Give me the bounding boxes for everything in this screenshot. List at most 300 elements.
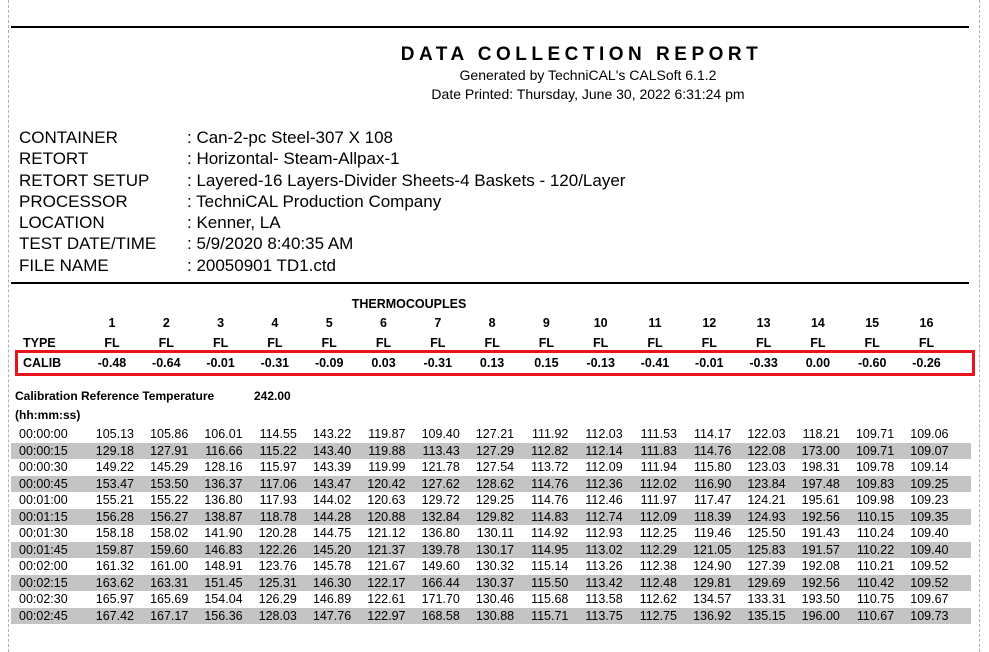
temperature-cell: 114.55	[259, 427, 297, 441]
thermocouple-type: FL	[864, 336, 880, 350]
temperature-cell: 124.93	[747, 509, 786, 524]
temperature-cell: 143.47	[312, 476, 352, 491]
thermocouple-type: FL	[918, 336, 935, 350]
temperature-cell: 115.80	[693, 460, 732, 474]
temperature-cell: 117.06	[259, 476, 297, 491]
temperature-cell: 163.31	[150, 575, 189, 590]
temperature-cell: 109.52	[910, 559, 949, 573]
temperature-cell: 125.50	[747, 526, 786, 540]
temperature-cell: 125.31	[258, 575, 297, 590]
thermocouple-type: FL	[484, 336, 500, 350]
temperature-cell: 159.87	[95, 542, 134, 557]
calibration-reference-value: 242.00	[254, 389, 291, 403]
temperature-cell: 111.92	[532, 427, 569, 441]
thermocouple-type: FL	[593, 336, 609, 350]
temperature-cell: 125.83	[747, 542, 786, 557]
temperature-cell: 114.76	[531, 476, 569, 491]
calib-value: -0.01	[206, 356, 235, 370]
calib-value: -0.01	[695, 356, 724, 370]
temperature-cell: 136.80	[421, 526, 460, 540]
temperature-cell: 129.18	[95, 443, 134, 458]
thermocouple-number: 10	[593, 316, 608, 330]
temperature-cell: 109.06	[910, 427, 949, 441]
temperature-cell: 111.53	[640, 427, 677, 441]
temperature-cell: 155.22	[150, 493, 189, 507]
info-value: : Layered-16 Layers-Divider Sheets-4 Baskets - 120/Layer	[187, 170, 626, 190]
temperature-cell: 112.09	[639, 509, 677, 524]
temperature-cell: 113.43	[422, 443, 460, 458]
elapsed-time: 00:01:30	[19, 526, 68, 540]
elapsed-time: 00:01:00	[19, 493, 68, 507]
temperature-cell: 112.75	[639, 608, 677, 623]
info-value: : Horizontal- Steam-Allpax-1	[187, 149, 400, 169]
temperature-cell: 133.31	[747, 592, 786, 606]
temperature-cell: 122.03	[747, 427, 786, 441]
temperature-cell: 156.36	[204, 608, 243, 623]
temperature-cell: 143.22	[312, 427, 352, 441]
table-row	[11, 492, 971, 509]
calibration-reference-label: Calibration Reference Temperature	[15, 389, 215, 403]
temperature-cell: 173.00	[801, 443, 840, 458]
thermocouple-type: FL	[158, 336, 174, 350]
section-rule	[11, 282, 969, 284]
temperature-cell: 156.28	[95, 509, 134, 524]
elapsed-time: 00:00:00	[19, 427, 68, 441]
temperature-cell: 109.71	[855, 443, 895, 458]
temperature-cell: 127.62	[421, 476, 460, 491]
temperature-cell: 158.18	[95, 526, 134, 540]
table-row	[11, 426, 971, 443]
temperature-cell: 115.22	[259, 443, 297, 458]
temperature-cell: 153.50	[150, 476, 189, 491]
temperature-cell: 148.91	[204, 559, 243, 573]
temperature-cell: 138.87	[204, 509, 243, 524]
temperature-cell: 144.75	[312, 526, 352, 540]
temperature-cell: 111.97	[640, 493, 677, 507]
info-value: : TechniCAL Production Company	[187, 191, 442, 211]
info-row	[19, 127, 625, 148]
temperature-cell: 193.50	[801, 592, 840, 606]
generated-by: Generated by TechniCAL's CALSoft 6.1.2	[459, 67, 717, 83]
temperature-cell: 120.28	[258, 526, 297, 540]
calib-row	[9, 356, 979, 373]
table-row	[11, 575, 971, 592]
temperature-cell: 145.78	[312, 559, 352, 573]
temperature-cell: 146.83	[204, 542, 243, 557]
thermocouple-number-row	[9, 316, 979, 333]
info-label: RETORT	[19, 149, 89, 169]
temperature-cell: 122.08	[747, 443, 786, 458]
calib-value: -0.31	[260, 356, 290, 370]
calib-value: -0.33	[749, 356, 778, 370]
temperature-cell: 155.21	[95, 493, 134, 507]
table-row	[11, 542, 971, 559]
temperature-cell: 129.82	[475, 509, 515, 524]
temperature-cell: 118.78	[259, 509, 297, 524]
temperature-cell: 121.67	[367, 559, 406, 573]
temperature-cell: 114.83	[531, 509, 569, 524]
temperature-cell: 129.69	[747, 575, 786, 590]
thermocouple-number: 6	[380, 316, 387, 330]
temperature-cell: 110.15	[856, 509, 895, 524]
temperature-cell: 119.87	[368, 427, 406, 441]
temperature-cell: 118.21	[802, 427, 840, 441]
temperature-cell: 109.71	[855, 427, 895, 441]
report-header	[9, 44, 979, 104]
thermocouple-number: 3	[217, 316, 225, 330]
elapsed-time: 00:02:30	[19, 592, 68, 606]
temperature-cell: 146.89	[312, 592, 352, 606]
temperature-cell: 130.32	[475, 559, 515, 573]
temperature-cell: 115.68	[531, 592, 569, 606]
temperature-cell: 127.91	[150, 443, 189, 458]
temperature-cell: 139.78	[421, 542, 460, 557]
temperature-cell: 110.21	[856, 559, 895, 573]
temperature-cell: 196.00	[801, 608, 840, 623]
temperature-cell: 109.23	[910, 493, 949, 507]
temperature-cell: 153.47	[95, 476, 134, 491]
thermocouple-type: FL	[701, 336, 717, 350]
calib-value: 0.13	[479, 356, 505, 370]
thermocouple-number: 14	[810, 316, 825, 330]
temperature-cell: 112.74	[585, 509, 623, 524]
temperature-cell: 112.46	[585, 493, 623, 507]
temperature-cell: 121.05	[693, 542, 732, 557]
temperature-cell: 114.76	[693, 443, 732, 458]
info-row	[19, 148, 625, 169]
temperature-cell: 113.02	[585, 542, 623, 557]
temperature-cell: 127.39	[747, 559, 786, 573]
temperature-cell: 141.90	[204, 526, 243, 540]
temperature-cell: 112.09	[585, 460, 623, 474]
info-label: LOCATION	[19, 213, 105, 233]
temperature-cell: 111.83	[640, 443, 677, 458]
temperature-cell: 105.86	[150, 427, 189, 441]
elapsed-time: 00:02:45	[19, 608, 68, 623]
temperature-cell: 165.69	[150, 592, 189, 606]
temperature-cell: 112.36	[585, 476, 623, 491]
temperature-cell: 161.00	[150, 559, 189, 573]
temperature-cell: 109.40	[421, 427, 460, 441]
temperature-cell: 149.60	[421, 559, 460, 573]
temperature-cell: 109.78	[855, 460, 895, 474]
elapsed-time: 00:01:45	[19, 542, 68, 557]
table-row	[11, 459, 971, 476]
temperature-cell: 110.67	[856, 608, 895, 623]
temperature-cell: 109.40	[910, 526, 949, 540]
thermocouple-number: 5	[325, 316, 333, 330]
date-printed: Date Printed: Thursday, June 30, 2022 6:31:24 pm	[431, 86, 745, 102]
temperature-cell: 119.88	[368, 443, 406, 458]
calib-label: CALIB	[23, 356, 62, 370]
temperature-cell: 159.60	[150, 542, 189, 557]
elapsed-time: 00:00:15	[19, 443, 68, 458]
temperature-cell: 116.90	[693, 476, 732, 491]
temperature-cell: 130.11	[476, 526, 515, 540]
temperature-cell: 114.17	[693, 427, 732, 441]
temperature-cell: 112.25	[639, 526, 677, 540]
thermocouple-number: 2	[162, 316, 170, 330]
info-row	[19, 191, 625, 212]
thermocouple-type: FL	[267, 336, 283, 350]
calib-value: -0.09	[314, 356, 344, 370]
temperature-cell: 192.56	[801, 509, 840, 524]
temperature-cell: 147.76	[312, 608, 352, 623]
temperature-cell: 122.26	[258, 542, 297, 557]
temperature-cell: 124.90	[693, 559, 732, 573]
temperature-cell: 106.01	[204, 427, 243, 441]
calib-value: -0.31	[423, 356, 453, 370]
temperature-cell: 120.42	[367, 476, 406, 491]
temperature-cell: 161.32	[95, 559, 134, 573]
temperature-cell: 127.54	[475, 460, 515, 474]
temperature-cell: 136.80	[204, 493, 243, 507]
info-label: TEST DATE/TIME	[19, 234, 157, 254]
info-label: CONTAINER	[19, 128, 118, 147]
temperature-cell: 158.02	[150, 526, 189, 540]
temperature-cell: 112.03	[585, 427, 623, 441]
temperature-cell: 143.40	[312, 443, 352, 458]
temperature-cell: 113.72	[531, 460, 569, 474]
thermocouple-number: 12	[702, 316, 717, 330]
temperature-cell: 113.58	[585, 592, 623, 606]
calib-value: 0.03	[371, 356, 396, 370]
temperature-cell: 195.61	[801, 493, 840, 507]
temperature-cell: 130.17	[475, 542, 515, 557]
table-row	[11, 558, 971, 575]
temperature-cell: 145.29	[150, 460, 189, 474]
temperature-cell: 119.46	[693, 526, 732, 540]
temperature-cell: 112.82	[531, 443, 569, 458]
temperature-cell: 135.15	[747, 608, 786, 623]
temperature-cell: 120.88	[367, 509, 406, 524]
temperature-cell: 105.13	[95, 427, 134, 441]
thermocouple-number: 15	[865, 316, 880, 330]
temperature-cell: 117.47	[693, 493, 732, 507]
elapsed-time: 00:02:00	[19, 559, 68, 573]
temperature-cell: 112.62	[639, 592, 677, 606]
table-row	[11, 525, 971, 542]
temperature-cell: 113.26	[585, 559, 623, 573]
thermocouple-number: 13	[756, 316, 771, 330]
temperature-cell: 132.84	[421, 509, 460, 524]
temperature-cell: 130.37	[475, 575, 515, 590]
temperature-cell: 115.50	[531, 575, 569, 590]
temperature-cell: 110.42	[856, 575, 895, 590]
temperature-cell: 123.03	[747, 460, 786, 474]
temperature-cell: 166.44	[421, 575, 460, 590]
temperature-cell: 112.38	[639, 559, 677, 573]
calib-value: -0.48	[97, 356, 127, 370]
temperature-cell: 109.67	[910, 592, 949, 606]
info-label: PROCESSOR	[19, 191, 128, 211]
temperature-cell: 167.42	[95, 608, 134, 623]
thermocouple-type: FL	[538, 336, 555, 350]
info-value: : Can-2-pc Steel-307 X 108	[187, 128, 394, 147]
temperature-cell: 123.76	[258, 559, 297, 573]
temperature-cell: 112.14	[585, 443, 623, 458]
thermocouple-type: FL	[810, 336, 826, 350]
elapsed-time: 00:02:15	[19, 575, 68, 590]
temperature-cell: 113.75	[585, 608, 623, 623]
temperature-cell: 122.97	[367, 608, 406, 623]
thermocouple-type: FL	[430, 336, 446, 350]
thermocouple-number: 11	[648, 316, 662, 330]
temperature-cell: 123.84	[747, 476, 786, 491]
time-unit-label: (hh:mm:ss)	[15, 408, 81, 422]
calib-value: 0.00	[805, 356, 831, 370]
temperature-cell: 130.88	[475, 608, 515, 623]
thermocouple-type: FL	[104, 336, 120, 350]
table-row	[11, 443, 971, 460]
temperature-cell: 163.62	[95, 575, 134, 590]
thermocouple-number: 1	[108, 316, 116, 330]
table-row	[11, 591, 971, 608]
temperature-cell: 171.70	[421, 592, 460, 606]
thermocouple-number: 16	[919, 316, 934, 330]
temperature-cell: 165.97	[95, 592, 134, 606]
temperature-cell: 121.37	[367, 542, 406, 557]
temperature-cell: 109.52	[910, 575, 949, 590]
calib-value: -0.41	[640, 356, 670, 370]
temperature-cell: 146.30	[312, 575, 352, 590]
thermocouple-type: FL	[321, 336, 337, 350]
elapsed-time: 00:00:45	[19, 476, 68, 491]
temperature-data-table	[11, 426, 971, 624]
temperature-cell: 151.45	[204, 575, 243, 590]
temperature-cell: 115.14	[531, 559, 569, 573]
table-row	[11, 509, 971, 526]
temperature-cell: 109.83	[855, 476, 895, 491]
info-value: : 20050901 TD1.ctd	[187, 255, 337, 275]
temperature-cell: 127.29	[475, 443, 515, 458]
temperature-cell: 129.25	[475, 493, 515, 507]
info-row	[19, 170, 625, 191]
calib-value: -0.13	[586, 356, 615, 370]
type-label: TYPE	[23, 336, 56, 350]
test-info	[19, 127, 625, 276]
temperature-cell: 128.16	[204, 460, 243, 474]
temperature-cell: 124.21	[747, 493, 786, 507]
temperature-cell: 114.95	[531, 542, 569, 557]
temperature-cell: 115.71	[531, 608, 569, 623]
temperature-cell: 112.48	[639, 575, 677, 590]
info-row	[19, 233, 625, 254]
temperature-cell: 145.20	[312, 542, 352, 557]
temperature-cell: 120.63	[367, 493, 406, 507]
temperature-cell: 121.78	[421, 460, 460, 474]
temperature-cell: 112.02	[639, 476, 677, 491]
calib-value: -0.60	[857, 356, 887, 370]
temperature-cell: 122.17	[367, 575, 406, 590]
elapsed-time: 00:00:30	[19, 460, 68, 474]
temperature-cell: 144.02	[312, 493, 352, 507]
calib-value: -0.26	[912, 356, 941, 370]
temperature-cell: 144.28	[312, 509, 352, 524]
report-title: DATA COLLECTION REPORT	[400, 44, 763, 65]
temperature-cell: 134.57	[693, 592, 732, 606]
temperature-cell: 129.81	[693, 575, 732, 590]
thermocouple-type: FL	[375, 336, 392, 350]
temperature-cell: 114.76	[531, 493, 569, 507]
temperature-cell: 111.94	[640, 460, 677, 474]
temperature-cell: 109.40	[910, 542, 949, 557]
temperature-cell: 191.43	[801, 526, 840, 540]
info-value: : 5/9/2020 8:40:35 AM	[187, 234, 354, 254]
thermocouple-number: 8	[488, 316, 496, 330]
temperature-cell: 109.25	[910, 476, 949, 491]
temperature-cell: 109.14	[910, 460, 949, 474]
temperature-cell: 117.93	[259, 493, 297, 507]
top-rule	[11, 26, 969, 28]
temperature-cell: 112.29	[639, 542, 677, 557]
temperature-cell: 149.22	[95, 460, 134, 474]
thermocouple-type: FL	[212, 336, 229, 350]
thermocouple-type: FL	[755, 336, 772, 350]
temperature-cell: 112.93	[585, 526, 623, 540]
thermocouples-title: THERMOCOUPLES	[351, 297, 467, 311]
temperature-cell: 110.24	[856, 526, 895, 540]
temperature-cell: 119.99	[368, 460, 406, 474]
temperature-cell: 191.57	[801, 542, 840, 557]
temperature-cell: 128.62	[475, 476, 515, 491]
table-row	[11, 476, 971, 493]
temperature-cell: 115.97	[259, 460, 297, 474]
temperature-cell: 136.37	[204, 476, 243, 491]
table-row	[11, 608, 971, 625]
temperature-cell: 143.39	[312, 460, 352, 474]
temperature-cell: 197.48	[801, 476, 840, 491]
thermocouple-number: 9	[542, 316, 550, 330]
temperature-cell: 168.58	[421, 608, 460, 623]
temperature-cell: 116.66	[205, 443, 243, 458]
temperature-cell: 130.46	[475, 592, 515, 606]
temperature-cell: 136.92	[693, 608, 732, 623]
info-row	[19, 255, 625, 276]
temperature-cell: 156.27	[150, 509, 189, 524]
calib-value: 0.15	[534, 356, 559, 370]
temperature-cell: 121.12	[367, 526, 406, 540]
temperature-cell: 110.22	[856, 542, 895, 557]
temperature-cell: 128.03	[258, 608, 297, 623]
temperature-cell: 114.92	[531, 526, 569, 540]
temperature-cell: 129.72	[421, 493, 460, 507]
temperature-cell: 109.98	[855, 493, 895, 507]
temperature-cell: 109.35	[910, 509, 949, 524]
info-value: : Kenner, LA	[187, 213, 281, 233]
calib-value: -0.64	[152, 356, 181, 370]
temperature-cell: 198.31	[801, 460, 840, 474]
temperature-cell: 192.56	[801, 575, 840, 590]
thermocouple-number: 7	[434, 316, 442, 330]
info-label: FILE NAME	[19, 255, 109, 275]
report-page	[8, 0, 980, 652]
temperature-cell: 113.42	[585, 575, 623, 590]
thermocouple-type: FL	[647, 336, 663, 350]
temperature-cell: 110.75	[856, 592, 895, 606]
temperature-cell: 122.61	[367, 592, 406, 606]
temperature-cell: 109.73	[910, 608, 949, 623]
temperature-cell: 118.39	[693, 509, 732, 524]
temperature-cell: 167.17	[150, 608, 189, 623]
temperature-cell: 192.08	[801, 559, 840, 573]
temperature-cell: 126.29	[258, 592, 297, 606]
elapsed-time: 00:01:15	[19, 509, 68, 524]
temperature-cell: 109.07	[910, 443, 949, 458]
temperature-cell: 154.04	[204, 592, 243, 606]
temperature-cell: 127.21	[475, 427, 515, 441]
info-row	[19, 212, 625, 233]
